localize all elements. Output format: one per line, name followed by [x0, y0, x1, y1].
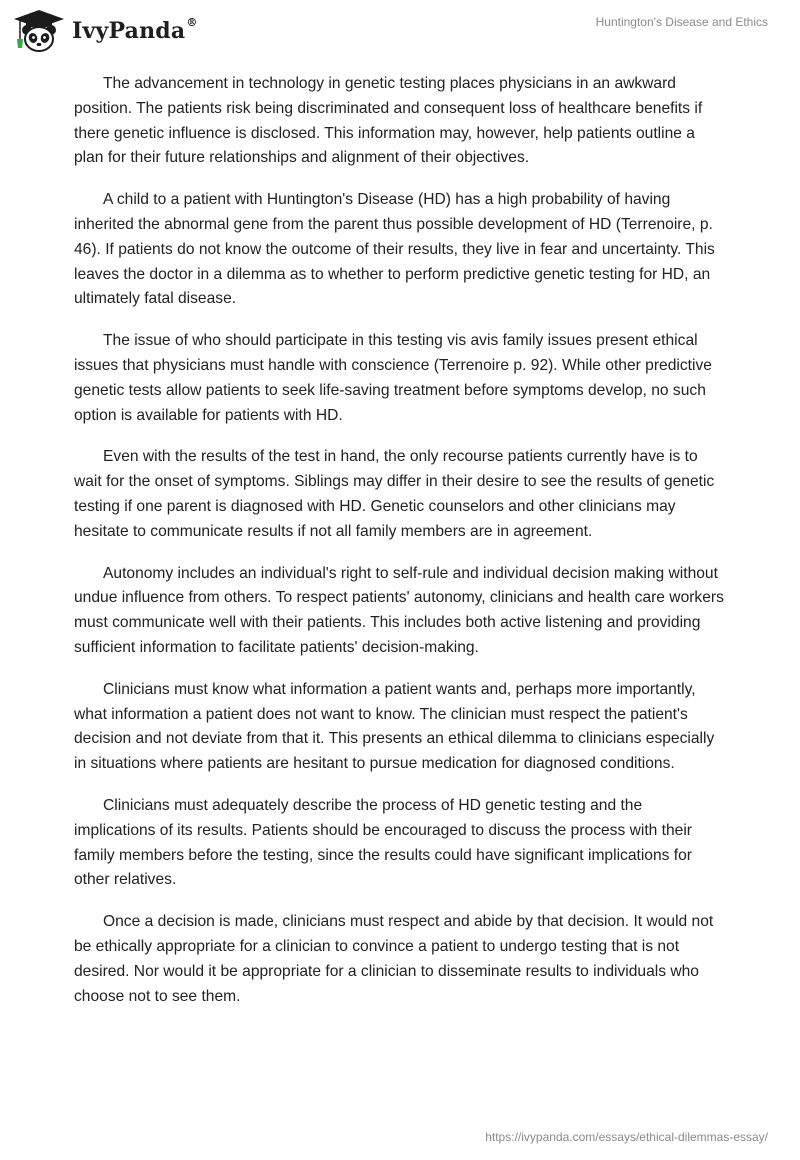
source-url[interactable]: https://ivypanda.com/essays/ethical-dilemmas-essay/: [485, 1130, 768, 1144]
document-title: Huntington's Disease and Ethics: [595, 15, 768, 29]
ivypanda-logo[interactable]: [12, 8, 198, 54]
registered-mark: ®: [186, 15, 198, 29]
essay-body: [74, 72, 726, 1026]
paragraph: A child to a patient with Huntington's Disease (HD) has a high probability of having inherited the abnormal gene from the parent thus possible development of HD (Terrenoire, p. 46). If patients do not know the outcome of their results, they live in fear and uncertainty. This leaves the doctor in a dilemma as to whether to perform predictive genetic testing for HD, an ultimately fatal disease.: [74, 191, 715, 308]
brand-name-text: IvyPanda: [72, 18, 186, 44]
paragraph: Clinicians must adequately describe the process of HD genetic testing and the implications of its results. Patients should be encouraged to discuss the process with their family members before the testing, since the results could have significant implications for other relatives.: [74, 796, 693, 889]
paragraph: Once a decision is made, clinicians must respect and abide by that decision. It would not be ethically appropriate for a clinician to convince a patient to undergo testing that is not desired. Nor would it be appropriate for a clinician to disseminate results to individuals who choose not to see them.: [74, 913, 714, 1005]
brand-name: [72, 15, 198, 44]
paragraph: Clinicians must know what information a patient wants and, perhaps more importantly, what information a patient does not want to know. The clinician must respect the patient's decision and not deviate from that it. This presents an ethical dilemma to clinicians especially in situations where patients are hesitant to pursue medication for diagnosed conditions.: [74, 680, 715, 773]
paragraph: The advancement in technology in genetic testing places physicians in an awkward position. The patients risk being discriminated and consequent loss of healthcare benefits if there genetic influence is disclosed. This information may, however, help patients outline a plan for their future relationships and alignment of their objectives.: [74, 75, 703, 167]
paragraph: The issue of who should participate in this testing vis avis family issues present ethical issues that physicians must handle with conscience (Terrenoire p. 92). While other predictive genetic tests allow patients to seek life-saving treatment before symptoms develop, no such option is available for patients with HD.: [74, 332, 712, 424]
paragraph: Even with the results of the test in hand, the only recourse patients currently have is to wait for the onset of symptoms. Siblings may differ in their desire to see the results of genetic testing if one parent is diagnosed with HD. Genetic counselors and other clinicians may hesitate to communicate results if not all family members are in agreement.: [74, 448, 715, 540]
panda-graduate-icon: [12, 8, 66, 54]
paragraph: Autonomy includes an individual's right to self-rule and individual decision making without undue influence from others. To respect patients' autonomy, clinicians and health care workers must communicate well with their patients. This includes both active listening and providing sufficient information to facilitate patients' decision-making.: [74, 564, 724, 656]
page-header: [0, 0, 800, 70]
